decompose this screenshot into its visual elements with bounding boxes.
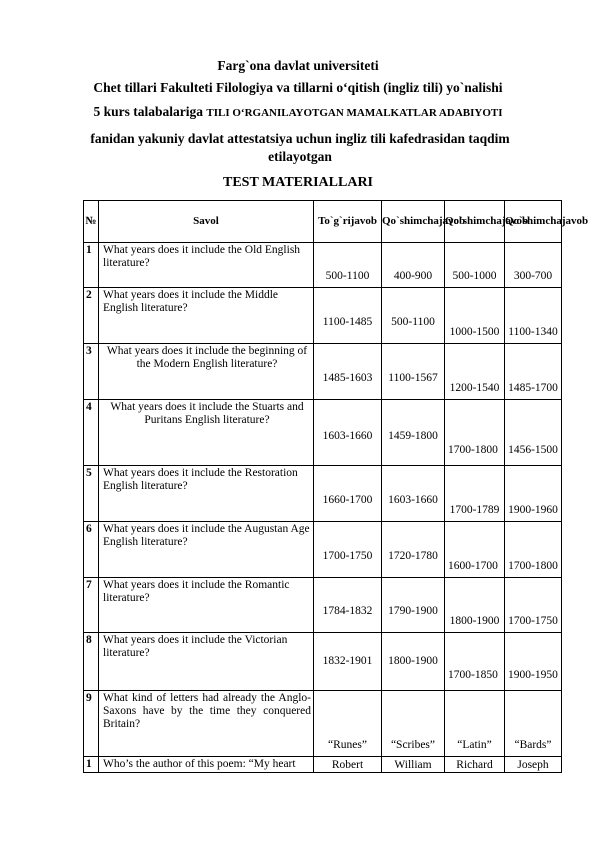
question-text: What kind of letters had already the Anglo- Saxons have by the time they conquered Britain? — [99, 691, 314, 757]
question-text: What years does it include the Middle English literature? — [99, 288, 314, 344]
question-text: What years does it include the Restoration English literature? — [99, 466, 314, 522]
answer-correct: 1603-1660 — [314, 400, 382, 466]
table-row — [84, 243, 562, 288]
table-row — [84, 633, 562, 691]
table-row — [84, 691, 562, 757]
answer-correct: 500-1100 — [314, 243, 382, 288]
row-number: 1 — [84, 757, 99, 773]
answer-extra-2: 1700-1850 — [445, 633, 505, 691]
answer-correct: 1485-1603 — [314, 344, 382, 400]
table-row — [84, 344, 562, 400]
answer-extra-1: “Scribes” — [382, 691, 445, 757]
header-question: Savol — [99, 201, 314, 243]
answer-extra-2: 1700-1789 — [445, 466, 505, 522]
answer-extra-1: William — [382, 757, 445, 773]
answer-correct: 1660-1700 — [314, 466, 382, 522]
answer-extra-2: 1000-1500 — [445, 288, 505, 344]
question-text: What years does it include the beginning of the Modern English literature? — [99, 344, 314, 400]
answer-correct: 1832-1901 — [314, 633, 382, 691]
answer-extra-2: Richard — [445, 757, 505, 773]
answer-extra-2: 1700-1800 — [445, 400, 505, 466]
answer-extra-3: 300-700 — [505, 243, 562, 288]
row-number: 7 — [84, 578, 99, 633]
row-number: 1 — [84, 243, 99, 288]
question-text: What years does it include the Augustan Age English literature? — [99, 522, 314, 578]
question-text: What years does it include the Victorian literature? — [99, 633, 314, 691]
question-text: Who’s the author of this poem: “My heart — [99, 757, 314, 773]
table-row — [84, 522, 562, 578]
header-correct-answer: To`g`rijavob — [314, 201, 382, 243]
header-extra-answer-1: Qo`shimchajavob — [382, 201, 445, 243]
table-row — [84, 757, 562, 773]
question-text: What years does it include the Romantic literature? — [99, 578, 314, 633]
answer-correct: 1784-1832 — [314, 578, 382, 633]
answer-extra-3: 1485-1700 — [505, 344, 562, 400]
question-text: What years does it include the Old English literature? — [99, 243, 314, 288]
answer-extra-1: 1790-1900 — [382, 578, 445, 633]
answer-extra-3: 1900-1960 — [505, 466, 562, 522]
row-number: 2 — [84, 288, 99, 344]
answer-extra-1: 1720-1780 — [382, 522, 445, 578]
exam-description: fanidan yakuniy davlat attestatsiya uchun ingliz tili kafedrasidan taqdim etilayotgan — [90, 131, 510, 164]
row-number: 5 — [84, 466, 99, 522]
course-line-prefix: 5 kurs talabalariga — [93, 104, 207, 119]
course-line — [0, 104, 596, 120]
answer-extra-1: 1459-1800 — [382, 400, 445, 466]
university-name: Farg`ona davlat universiteti — [217, 58, 379, 73]
answer-extra-3: Joseph — [505, 757, 562, 773]
row-number: 6 — [84, 522, 99, 578]
subject-name: TILI O‘RGANILAYOTGAN MAMALKATLAR ADABIYOTI — [206, 107, 503, 119]
row-number: 4 — [84, 400, 99, 466]
answer-correct: 1100-1485 — [314, 288, 382, 344]
test-table — [83, 200, 589, 773]
answer-extra-2: 500-1000 — [445, 243, 505, 288]
table-row — [84, 288, 562, 344]
table-row — [84, 578, 562, 633]
answer-extra-3: 1100-1340 — [505, 288, 562, 344]
faculty-line: Chet tillari Fakulteti Filologiya va tillarni o‘qitish (ingliz tili) yo`nalishi — [93, 80, 503, 95]
answer-extra-1: 1100-1567 — [382, 344, 445, 400]
answer-extra-1: 400-900 — [382, 243, 445, 288]
table-row — [84, 400, 562, 466]
header-number: № — [84, 201, 99, 243]
answer-extra-2: 1800-1900 — [445, 578, 505, 633]
answer-extra-3: 1900-1950 — [505, 633, 562, 691]
answer-extra-2: “Latin” — [445, 691, 505, 757]
table-header-row — [84, 201, 562, 243]
answer-correct: 1700-1750 — [314, 522, 382, 578]
answer-correct: “Runes” — [314, 691, 382, 757]
answer-extra-3: 1700-1750 — [505, 578, 562, 633]
answer-extra-3: 1456-1500 — [505, 400, 562, 466]
document-title: TEST MATERIALLARI — [222, 175, 374, 190]
header-extra-answer-2: Qo`shimchajavob — [445, 201, 505, 243]
answer-extra-1: 1800-1900 — [382, 633, 445, 691]
question-text: What years does it include the Stuarts and Puritans English literature? — [99, 400, 314, 466]
answer-extra-2: 1600-1700 — [445, 522, 505, 578]
row-number: 3 — [84, 344, 99, 400]
answer-extra-2: 1200-1540 — [445, 344, 505, 400]
answer-extra-3: 1700-1800 — [505, 522, 562, 578]
table-row — [84, 466, 562, 522]
row-number: 9 — [84, 691, 99, 757]
answer-correct: Robert — [314, 757, 382, 773]
answer-extra-1: 500-1100 — [382, 288, 445, 344]
header-extra-answer-3: Qo`shimchajavob — [505, 201, 562, 243]
answer-extra-3: “Bards” — [505, 691, 562, 757]
answer-extra-1: 1603-1660 — [382, 466, 445, 522]
row-number: 8 — [84, 633, 99, 691]
